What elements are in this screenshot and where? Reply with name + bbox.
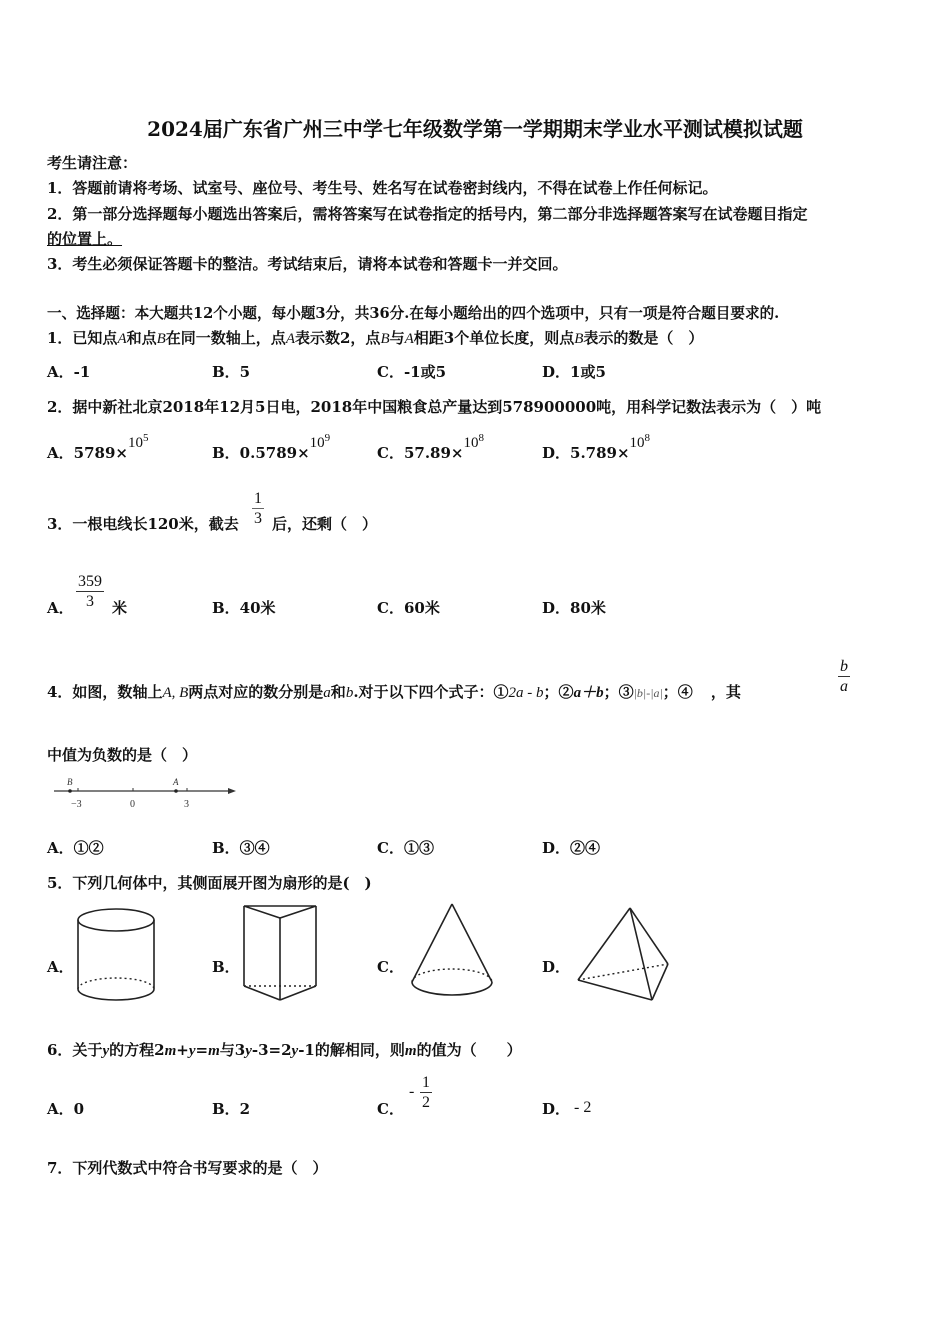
question-6-option-d-value[interactable]: - 2 xyxy=(574,1099,592,1116)
question-1-stem: 1．已知点A和点B在同一数轴上，点A表示数2，点B与A相距3个单位长度，则点B表示的数是（ ） xyxy=(47,329,704,347)
question-2-option-d[interactable]: D．$5.789\times 10^8$ xyxy=(542,432,651,462)
question-3-stem-part-1: 3．一根电线长120米，截去 xyxy=(47,515,239,533)
question-2-option-b[interactable]: B．$0.5789\times 10^9$ xyxy=(212,432,331,462)
question-5-stem: 5．下列几何体中，其侧面展开图为扇形的是( ) xyxy=(47,874,372,892)
question-5-option-d[interactable]: D． xyxy=(542,958,571,976)
question-3-option-c[interactable]: C．60米 xyxy=(377,599,440,617)
question-4-option-a[interactable]: A．①② xyxy=(47,839,104,857)
pyramid-figure[interactable] xyxy=(570,900,676,1006)
tick-label-3: 3 xyxy=(184,799,189,810)
question-2-option-a[interactable]: A．$5789\times 10^5$ xyxy=(47,432,149,462)
notice-heading: 考生请注意： xyxy=(47,154,138,172)
notice-item-2a: 2．第一部分选择题每小题选出答案后，需将答案写在试卷指定的括号内，第二部分非选择题答案写在试卷题目指定 xyxy=(47,205,808,223)
question-4-stem-line-2: 中值为负数的是（ ） xyxy=(47,746,198,764)
question-6-stem: 6．关于y的方程2m+y=m与3y-3=2y-1的解相同，则m的值为（ ） xyxy=(47,1041,522,1059)
question-4-stem-line-1: 4．如图，数轴上A, B两点对应的数分别是a和b.对于以下四个式子：①2a - b；②a＋b；③|b|-|a|；④ ，其 xyxy=(47,683,741,701)
question-3-option-a-fraction[interactable]: $\frac{359}{3}$ xyxy=(78,573,102,610)
question-6-option-c-label[interactable]: C． xyxy=(377,1100,404,1118)
question-3-option-a-label[interactable]: A． xyxy=(47,599,74,617)
page-title: 2024届广东省广州三中学七年级数学第一学期期末学业水平测试模拟试题 xyxy=(147,117,803,141)
cone-figure[interactable] xyxy=(402,898,502,1002)
question-3-fraction: $\frac{1}{3}$ xyxy=(254,490,262,527)
cylinder-figure[interactable] xyxy=(72,903,164,1005)
question-5-option-a[interactable]: A． xyxy=(47,958,74,976)
point-b-dot xyxy=(68,789,72,793)
question-1-option-b[interactable]: B．5 xyxy=(212,363,251,381)
question-1-option-a[interactable]: A．-1 xyxy=(47,363,91,381)
question-2-option-c[interactable]: C．$57.89\times 10^8$ xyxy=(377,432,484,462)
question-2-stem: 2．据中新社北京2018年12月5日电，2018年中国粮食总产量达到578900000吨，用科学记数法表示为（ ）吨 xyxy=(47,398,822,416)
question-5-option-c[interactable]: C． xyxy=(377,958,404,976)
triangular-prism-figure[interactable] xyxy=(238,900,322,1006)
question-3-option-b[interactable]: B．40米 xyxy=(212,599,276,617)
notice-item-2b: 的位置上。 xyxy=(47,230,123,248)
question-4-option-b[interactable]: B．③④ xyxy=(212,839,270,857)
question-3-option-d[interactable]: D．80米 xyxy=(542,599,606,617)
point-a-label: A xyxy=(173,777,179,787)
question-7-stem: 7．下列代数式中符合书写要求的是（ ） xyxy=(47,1159,328,1177)
point-b-label: B xyxy=(67,777,73,787)
question-6-option-c-sign: - xyxy=(409,1083,415,1100)
question-1-option-d[interactable]: D．1或5 xyxy=(542,363,606,381)
question-4-fraction-b-over-a: $\frac{b}{a}$ xyxy=(840,658,848,695)
section-heading: 一、选择题：本大题共12个小题，每小题3分，共36分.在每小题给出的四个选项中，只有一项是符合题目要求的. xyxy=(47,305,780,322)
question-6-option-d-label[interactable]: D． xyxy=(542,1100,571,1118)
question-1-option-c[interactable]: C．-1或5 xyxy=(377,363,447,381)
notice-item-3: 3．考生必须保证答题卡的整洁。考试结束后，请将本试卷和答题卡一并交回。 xyxy=(47,255,568,273)
number-line-figure xyxy=(50,773,240,813)
question-4-option-d[interactable]: D．②④ xyxy=(542,839,601,857)
notice-item-1: 1．答题前请将考场、试室号、座位号、考生号、姓名写在试卷密封线内，不得在试卷上作任何标记。 xyxy=(47,179,718,197)
tick-label-0: 0 xyxy=(130,799,135,810)
number-line-arrow xyxy=(228,788,236,794)
question-4-option-c[interactable]: C．①③ xyxy=(377,839,434,857)
point-a-dot xyxy=(174,789,178,793)
question-3-option-a-unit: 米 xyxy=(112,599,128,617)
question-6-option-a[interactable]: A．0 xyxy=(47,1100,85,1118)
question-6-option-b[interactable]: B．2 xyxy=(212,1100,251,1118)
question-3-stem-part-2: 后，还剩（ ） xyxy=(272,515,378,533)
question-6-option-c-fraction[interactable]: $\frac{1}{2}$ xyxy=(422,1074,430,1111)
question-5-option-b[interactable]: B． xyxy=(212,958,240,976)
tick-label-minus-3: −3 xyxy=(71,799,82,810)
